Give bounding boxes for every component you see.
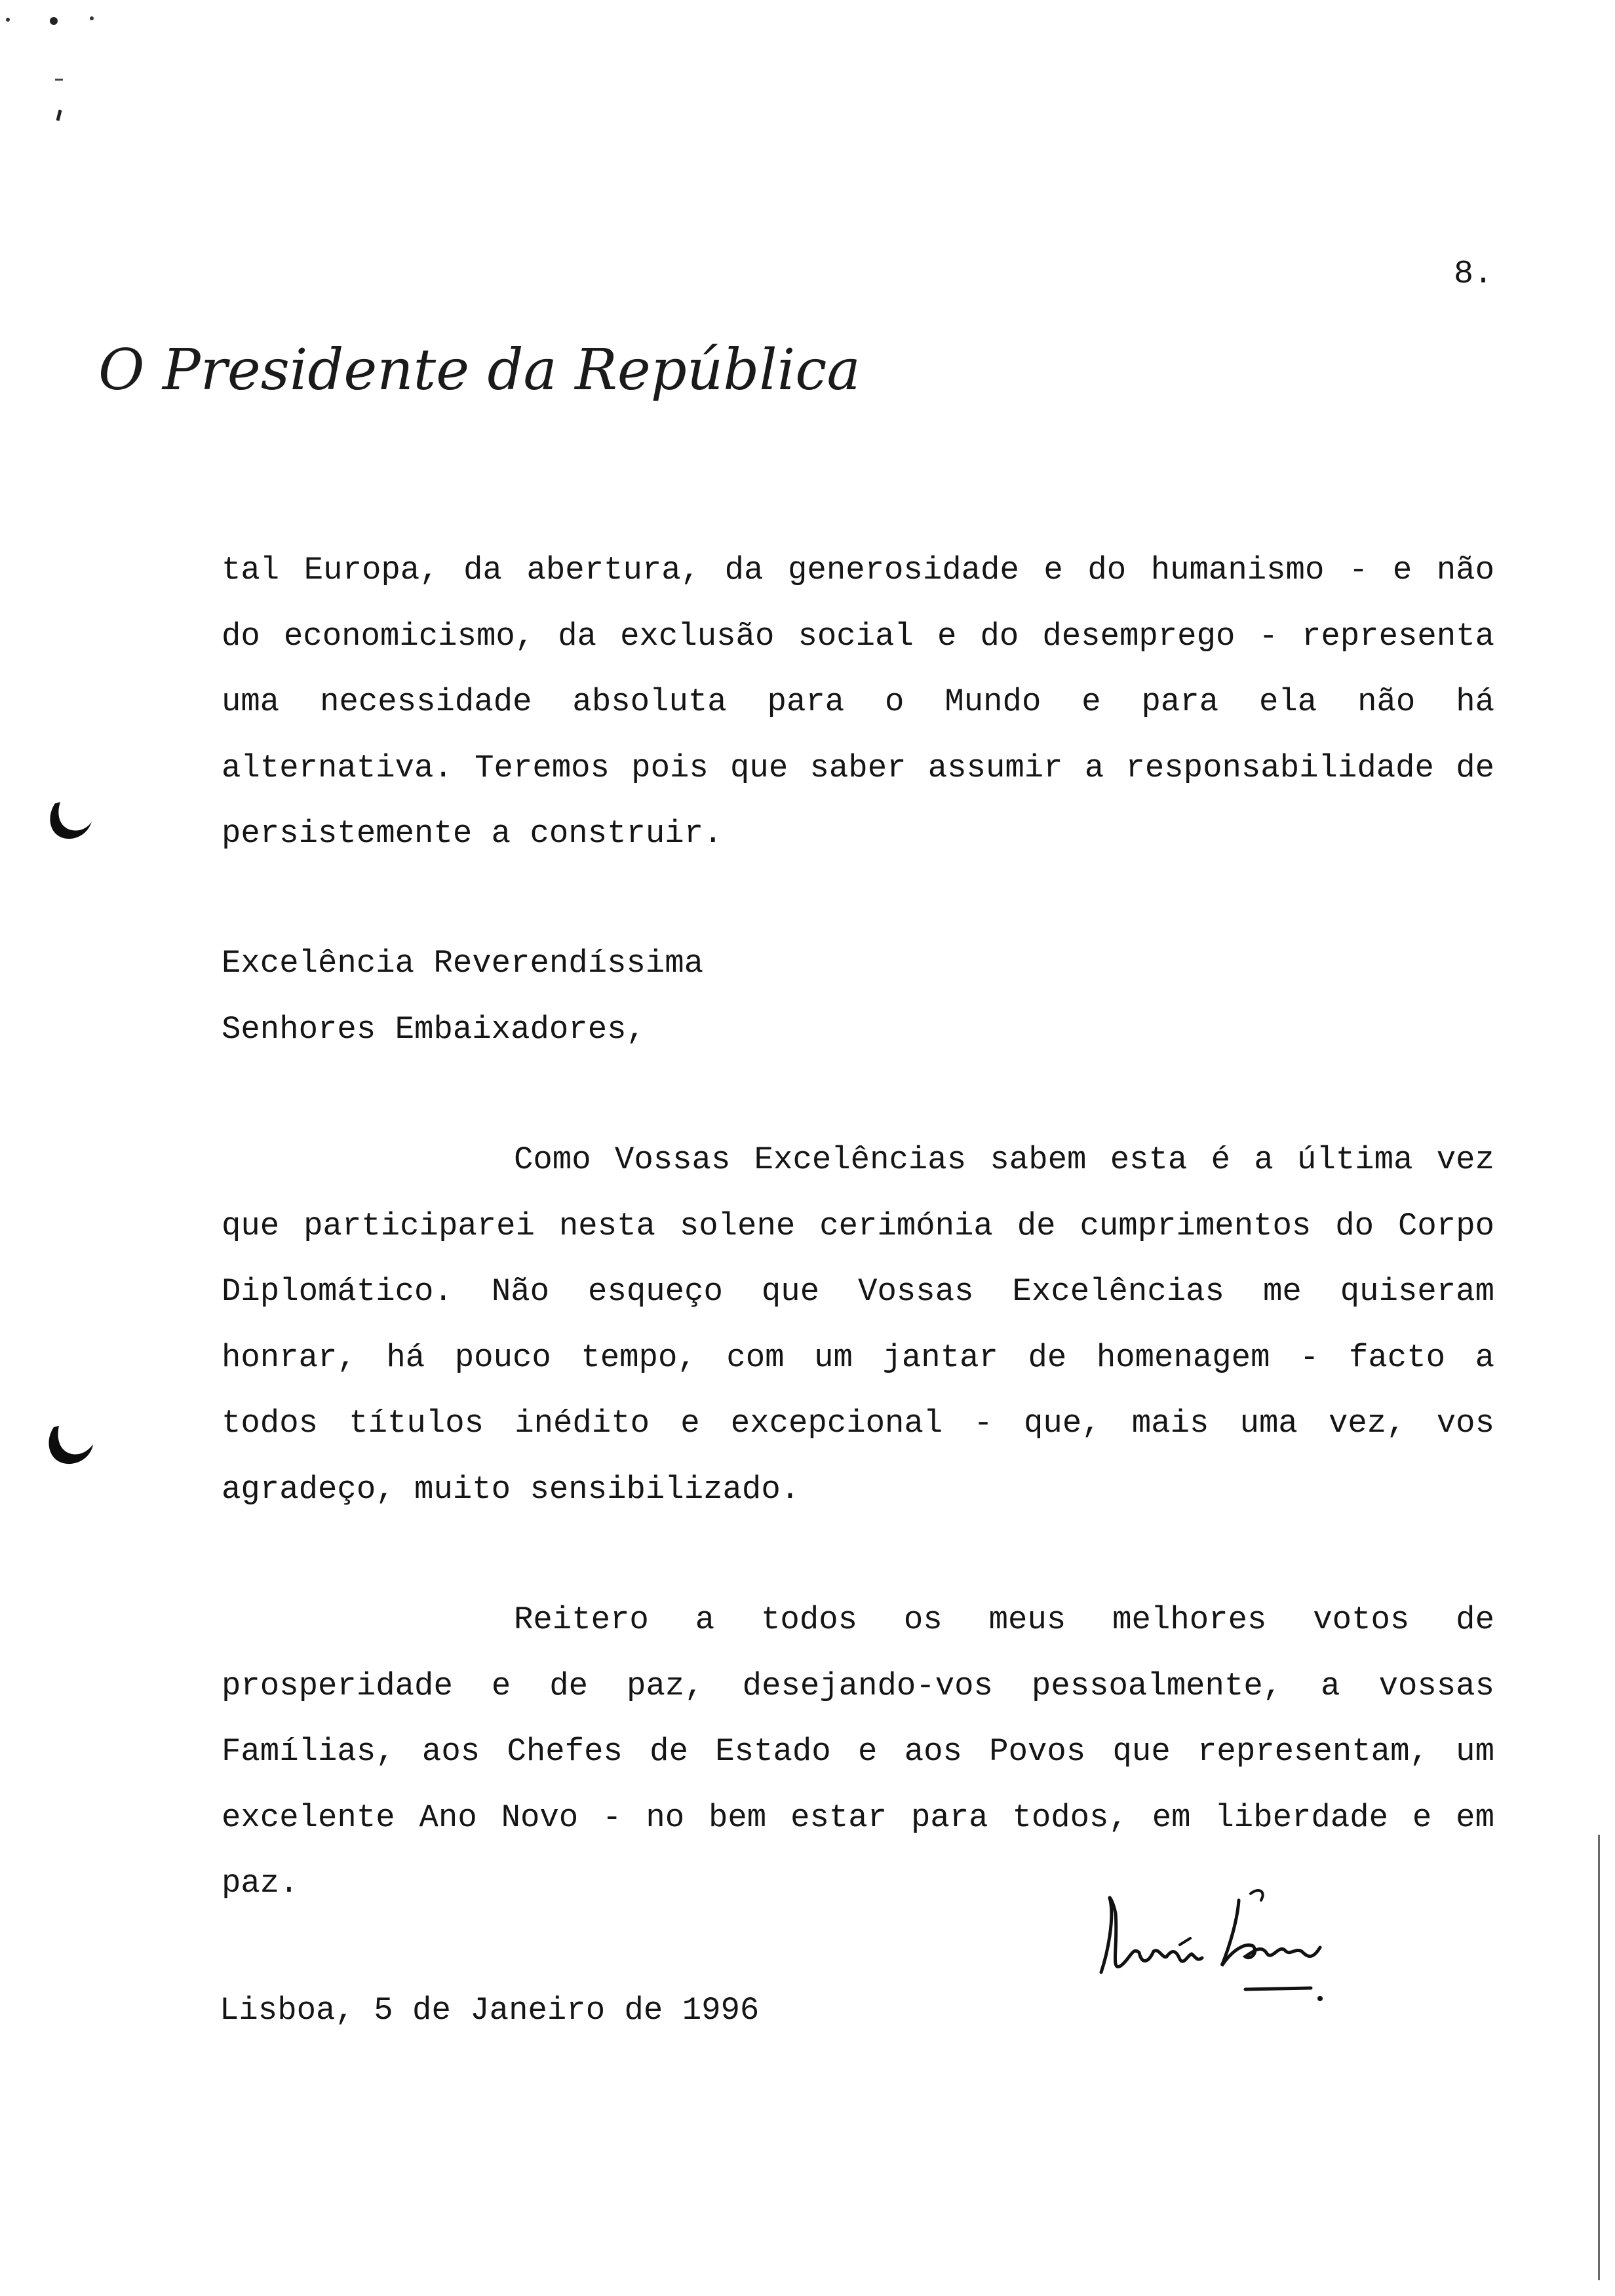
page-number: 8.: [1454, 256, 1494, 293]
text-line: agradeço, muito sensibilizado.: [222, 1470, 800, 1508]
text-line: Como Vossas Excelências sabem esta é a última vez: [514, 1141, 1494, 1178]
salutation-line: Excelência Reverendíssima: [222, 945, 704, 982]
text-line: tal Europa, da abertura, da generosidade e do humanismo - e não: [222, 552, 1494, 588]
text-line: todos títulos inédito e excepcional - que, mais uma vez, vos: [222, 1405, 1494, 1442]
salutation: [222, 930, 1494, 1062]
text-line: Reitero a todos os meus melhores votos de: [514, 1601, 1494, 1638]
text-line: honrar, há pouco tempo, com um jantar de homenagem - facto a: [222, 1339, 1494, 1376]
text-line: que participarei nesta solene cerimónia de cumprimentos do Corpo: [222, 1207, 1494, 1244]
letterhead-script: [92, 321, 861, 423]
punch-hole-mark: [41, 1422, 100, 1478]
paragraph-3: [222, 1587, 1494, 1917]
text-line: uma necessidade absoluta para o Mundo e para ela não há: [222, 683, 1494, 720]
text-line: do economicismo, da exclusão social e do desemprego - representa: [222, 617, 1494, 655]
text-line: persistemente a construir.: [222, 815, 723, 852]
paragraph-2: [222, 1127, 1494, 1522]
text-line: alternativa. Teremos pois que saber assumir a responsabilidade de: [222, 749, 1494, 786]
salutation-line: Senhores Embaixadores,: [222, 1010, 646, 1048]
text-line: excelente Ano Novo - no bem estar para todos, em liberdade e em: [222, 1799, 1494, 1836]
scan-edge-line: [1598, 1835, 1600, 2280]
paragraph-1: [222, 537, 1494, 867]
place-date: Lisboa, 5 de Janeiro de 1996: [220, 1992, 760, 2029]
svg-text:O Presidente da República: O Presidente da República: [98, 337, 861, 403]
handwritten-signature: [1081, 1874, 1357, 2008]
text-line: paz.: [222, 1865, 299, 1902]
text-line: Diplomático. Não esqueço que Vossas Excelências me quiseram: [222, 1273, 1494, 1310]
text-line: Famílias, aos Chefes de Estado e aos Povos que representam, um: [222, 1733, 1494, 1770]
text-line: prosperidade e de paz, desejando-vos pessoalmente, a vossas: [222, 1667, 1494, 1704]
punch-hole-mark: [41, 797, 100, 852]
scan-margin-marks: [0, 0, 131, 147]
